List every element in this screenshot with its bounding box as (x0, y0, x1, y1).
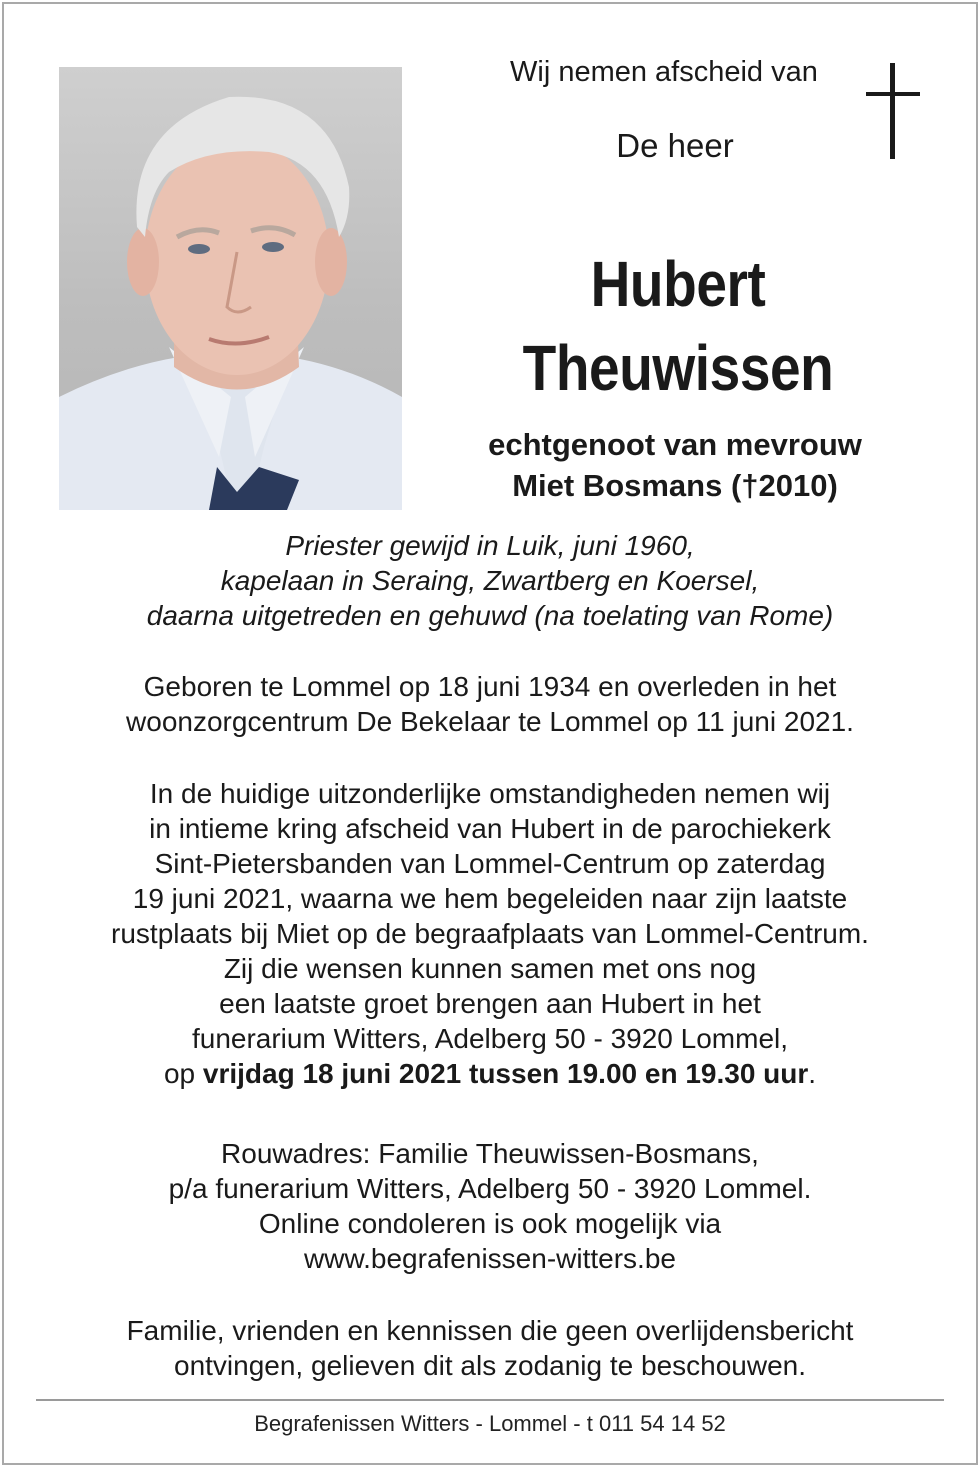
address-paragraph (40, 1136, 940, 1276)
footer-contact: Begrafenissen Witters - Lommel - t 011 54 14 52 (254, 1411, 726, 1436)
ceremony-paragraph (40, 776, 940, 1091)
closing-line: ontvingen, gelieven dit als zodanig te beschouwen. (174, 1350, 806, 1381)
birth-death-line: Geboren te Lommel op 18 juni 1934 en overleden in het (143, 671, 837, 702)
birth-death-line: woonzorgcentrum De Bekelaar te Lommel op 11 juni 2021. (126, 706, 854, 737)
ceremony-line: in intieme kring afscheid van Hubert in de parochiekerk (149, 813, 831, 844)
ceremony-line: 19 juni 2021, waarna we hem begeleiden naar zijn laatste (132, 883, 848, 914)
career-paragraph (40, 528, 940, 633)
title-prefix: De heer (616, 127, 734, 164)
ceremony-line: Zij die wensen kunnen samen met ons nog (223, 953, 757, 984)
closing-paragraph (40, 1313, 940, 1383)
address-line: Rouwadres: Familie Theuwissen-Bosmans, (221, 1138, 759, 1169)
visitation-prefix: op (163, 1058, 203, 1089)
career-line: daarna uitgetreden en gehuwd (na toelating van Rome) (146, 600, 834, 631)
visitation-suffix: . (808, 1058, 817, 1089)
first-name: Hubert (590, 248, 766, 320)
condolence-website: www.begrafenissen-witters.be (304, 1243, 676, 1274)
portrait-photo (59, 67, 402, 510)
address-line: Online condoleren is ook mogelijk via (258, 1208, 722, 1239)
career-line: Priester gewijd in Luik, juni 1960, (285, 530, 695, 561)
visitation-line (40, 1056, 940, 1091)
birth-death-paragraph (40, 669, 940, 739)
deceased-name (465, 242, 892, 410)
ceremony-line: In de huidige uitzonderlijke omstandigheden nemen wij (149, 778, 831, 809)
spouse-line-1: echtgenoot van mevrouw (488, 427, 862, 462)
last-name: Theuwissen (522, 332, 834, 404)
ceremony-line: Sint-Pietersbanden van Lommel-Centrum op zaterdag (154, 848, 826, 879)
closing-line: Familie, vrienden en kennissen die geen overlijdensbericht (126, 1315, 854, 1346)
intro-text: Wij nemen afscheid van (510, 56, 818, 88)
spouse-info (430, 424, 920, 506)
visitation-datetime: vrijdag 18 juni 2021 tussen 19.00 en 19.30 uur (202, 1058, 809, 1089)
spouse-line-2: Miet Bosmans (†2010) (512, 468, 838, 503)
footer-divider (36, 1399, 944, 1401)
ceremony-line: funerarium Witters, Adelberg 50 - 3920 Lommel, (191, 1023, 789, 1054)
career-line: kapelaan in Seraing, Zwartberg en Koersel, (220, 565, 760, 596)
ceremony-line: een laatste groet brengen aan Hubert in het (219, 988, 761, 1019)
ceremony-line: rustplaats bij Miet op de begraafplaats van Lommel-Centrum. (111, 918, 869, 949)
address-line: p/a funerarium Witters, Adelberg 50 - 3920 Lommel. (168, 1173, 812, 1204)
